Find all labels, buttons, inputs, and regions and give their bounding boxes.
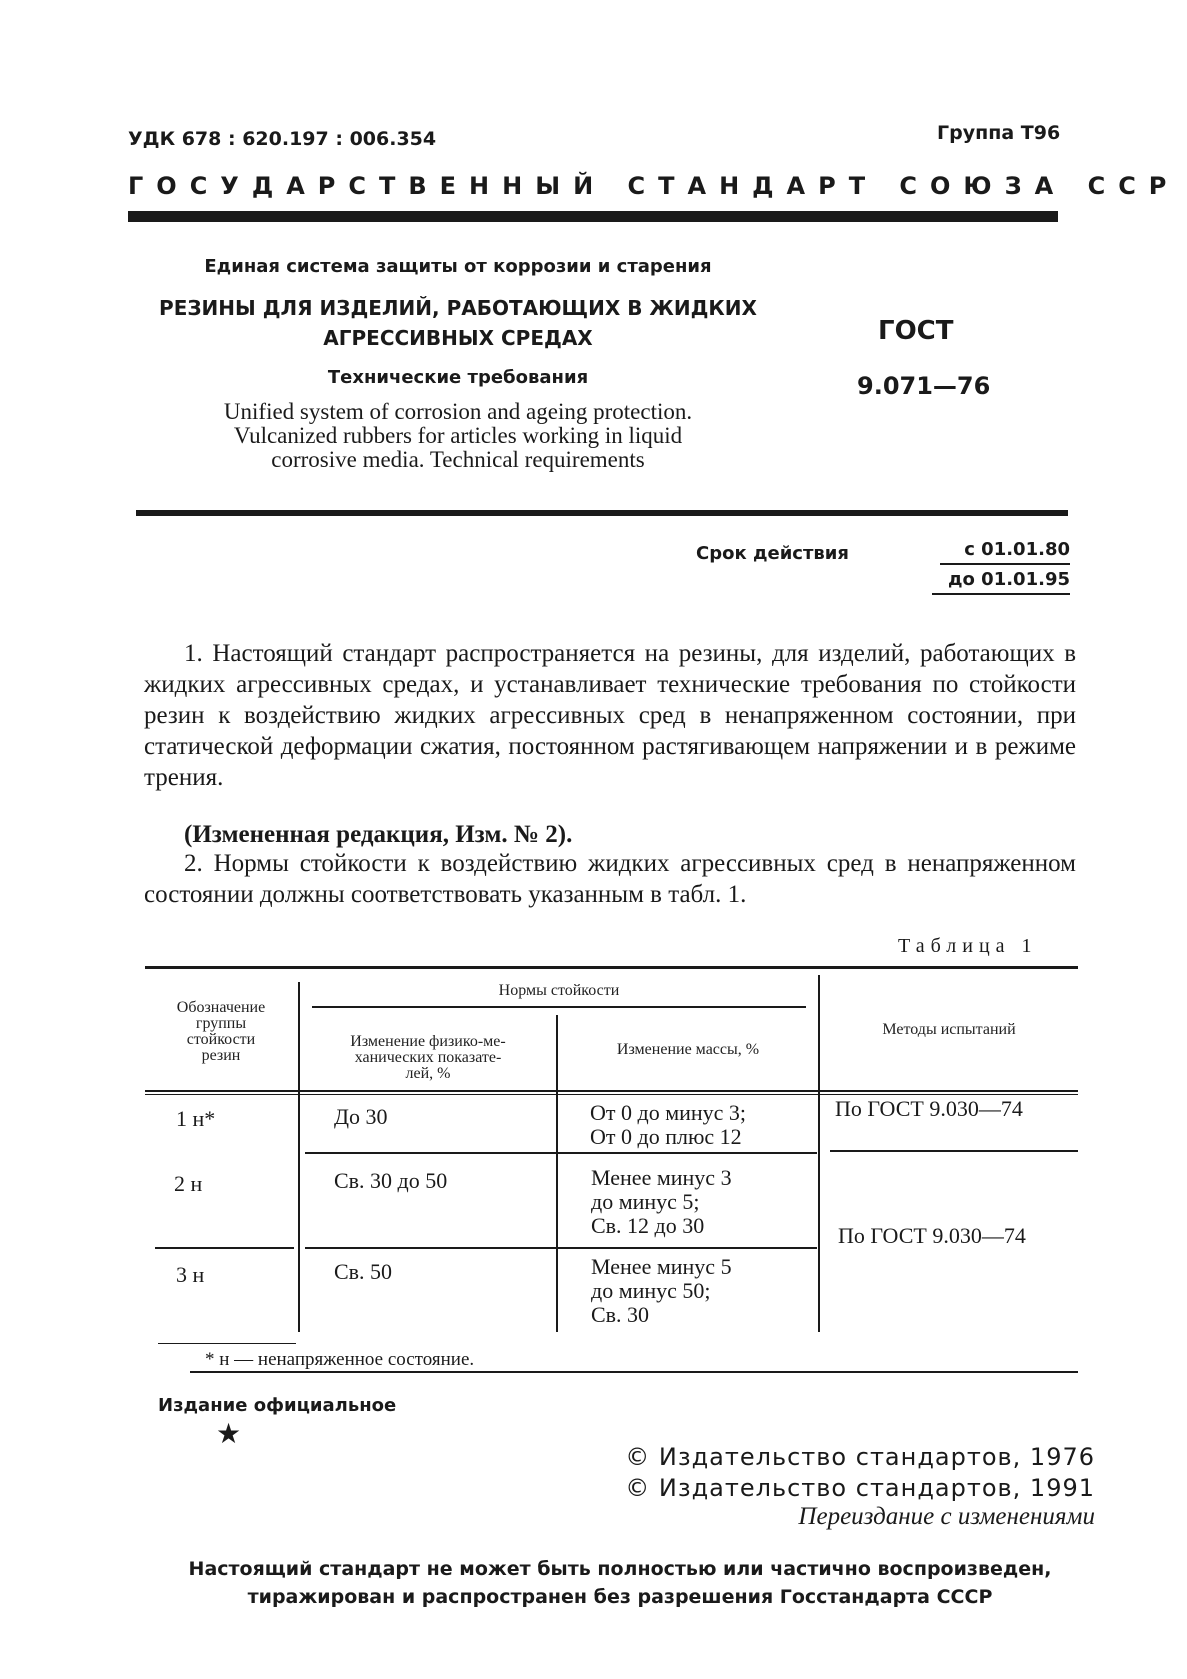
table-footnote: * н — ненапряженное состояние. <box>205 1349 475 1370</box>
row-divider-2 <box>155 1247 294 1249</box>
notice-line: тиражирован и распространен без разрешения Госстандарта СССР <box>247 1586 993 1608</box>
header-physmech-line: ханических показате- <box>354 1049 502 1066</box>
norms-underline <box>312 1006 806 1008</box>
validity-from: с 01.01.80 <box>940 539 1070 565</box>
header-physmech <box>300 1034 556 1082</box>
table-header-bottom-rule <box>145 1090 1078 1092</box>
paragraph-2: 2. Нормы стойкости к воздействию жидких агрессивных сред в ненапряженном состоянии должны соответствовать указанным в табл. 1. <box>144 850 1076 908</box>
row3-group: 3 н <box>176 1262 205 1287</box>
validity-to: до 01.01.95 <box>932 569 1070 595</box>
footnote-short-rule <box>158 1343 296 1344</box>
header-group-line: Обозначение <box>176 999 266 1016</box>
row1-mass-line: От 0 до минус 3; <box>590 1100 747 1125</box>
validity-label: Срок действия <box>696 543 849 564</box>
row1-physmech: До 30 <box>334 1104 388 1129</box>
row-divider-1 <box>305 1152 817 1154</box>
paragraph-1: 1. Настоящий стандарт распространяется на резины, для изделий, работающих в жидких агрессивных средах, и устанавливает технические требования по стойкости резин к воздействию жидких агрессивных сред в ненапряженном состоянии, при статической деформации сжатия, постоянном растягивающем напряжении и в режиме трения. <box>144 640 1076 791</box>
official-edition: Издание официальное <box>158 1395 397 1416</box>
english-title-line: Unified system of corrosion and ageing protection. <box>223 399 693 424</box>
table-header-bottom-rule-double <box>145 1094 1078 1095</box>
star-icon: ★ <box>216 1419 242 1450</box>
table-bottom-rule <box>190 1371 1078 1373</box>
header-group-line: стойкости <box>186 1031 256 1048</box>
row23-method: По ГОСТ 9.030—74 <box>838 1223 1026 1248</box>
row3-physmech: Св. 50 <box>334 1259 393 1284</box>
header-physmech-line: Изменение физико-ме- <box>350 1033 506 1050</box>
row-divider-2-right <box>305 1247 817 1249</box>
row3-mass-line: Менее минус 5 <box>591 1254 732 1279</box>
header-norms: Нормы стойкости <box>498 982 620 999</box>
row2-mass-line: до минус 5; <box>591 1189 700 1214</box>
row2-group: 2 н <box>174 1171 203 1196</box>
state-standard-heading: ГОСУДАРСТВЕННЫЙ СТАНДАРТ СОЮЗА ССР <box>128 172 1180 200</box>
gost-label: ГОСТ <box>878 316 954 346</box>
col-divider-2 <box>556 1015 558 1332</box>
edition-note: (Измененная редакция, Изм. № 2). <box>184 821 573 848</box>
row3-mass-line: Св. 30 <box>591 1302 650 1327</box>
english-title-line: Vulcanized rubbers for articles working in liquid <box>233 423 683 448</box>
header-methods: Методы испытаний <box>882 1021 1016 1038</box>
row2-mass-line: Менее минус 3 <box>591 1165 732 1190</box>
row1-method: По ГОСТ 9.030—74 <box>835 1096 1023 1121</box>
row2-mass <box>591 1166 732 1238</box>
table-top-rule <box>145 966 1078 969</box>
row2-physmech: Св. 30 до 50 <box>334 1168 448 1193</box>
copyright-1991: © Издательство стандартов, 1991 <box>625 1474 1095 1502</box>
reissue-note: Переиздание с изменениями <box>798 1503 1095 1530</box>
copyright-1976: © Издательство стандартов, 1976 <box>625 1443 1095 1471</box>
row1-mass <box>590 1101 746 1149</box>
doc-title-line1: РЕЗИНЫ ДЛЯ ИЗДЕЛИЙ, РАБОТАЮЩИХ В ЖИДКИХ <box>159 296 757 320</box>
table-label: Таблица 1 <box>898 935 1038 957</box>
reproduction-notice <box>150 1555 1090 1611</box>
gost-number: 9.071—76 <box>857 372 991 400</box>
system-title: Единая система защиты от коррозии и старения <box>204 256 712 277</box>
doc-subtitle: Технические требования <box>327 367 589 388</box>
group-code: Группа Т96 <box>937 122 1061 144</box>
header-group-line: резин <box>201 1047 241 1064</box>
doc-title-line2: АГРЕССИВНЫХ СРЕДАХ <box>323 326 593 350</box>
row2-mass-line: Св. 12 до 30 <box>591 1213 705 1238</box>
row1-mass-line: От 0 до плюс 12 <box>590 1124 742 1149</box>
row-divider-1-method <box>830 1150 1078 1152</box>
header-group <box>148 1000 294 1064</box>
header-group-line: группы <box>195 1015 247 1032</box>
row1-group: 1 н* <box>176 1106 216 1131</box>
row3-mass-line: до минус 50; <box>591 1278 711 1303</box>
udk-code: УДК 678 : 620.197 : 006.354 <box>128 128 437 150</box>
row3-mass <box>591 1255 732 1327</box>
notice-line: Настоящий стандарт не может быть полностью или частично воспроизведен, <box>188 1558 1052 1580</box>
english-title-line: corrosive media. Technical requirements <box>271 447 645 472</box>
header-physmech-line: лей, % <box>405 1065 451 1082</box>
header-mass: Изменение массы, % <box>616 1041 760 1058</box>
